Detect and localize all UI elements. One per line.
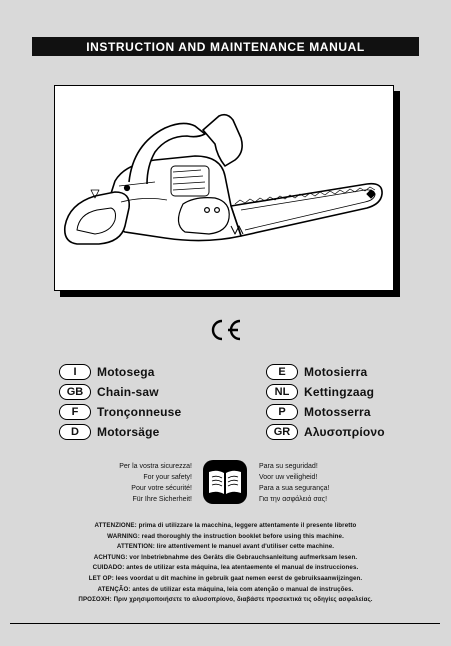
language-item xyxy=(266,382,385,402)
manual-title: INSTRUCTION AND MAINTENANCE MANUAL xyxy=(32,37,419,56)
safety-line: Voor uw veiligheid! xyxy=(259,474,318,481)
language-name: Motorsäge xyxy=(97,425,160,439)
safety-line: Für Ihre Sicherheit! xyxy=(132,496,192,503)
language-code: GR xyxy=(266,424,298,440)
language-code: NL xyxy=(266,384,298,400)
language-item xyxy=(59,362,181,382)
language-code: E xyxy=(266,364,298,380)
language-code: I xyxy=(59,364,91,380)
warning-line: ATENÇÃO: antes de utilizar esta máquina, leia com atenção o manual de instruções. xyxy=(97,585,354,593)
safety-line: For your safety! xyxy=(143,474,192,481)
warning-line: LET OP: lees voordat u dit machine in gebruik gaat nemen eerst de gebruiksaanwijzingen. xyxy=(88,574,363,582)
open-book-icon xyxy=(203,460,247,504)
safety-line: Para su seguridad! xyxy=(259,463,318,470)
safety-line: Per la vostra sicurezza! xyxy=(119,463,192,470)
safety-line: Για την ασφάλειά σας! xyxy=(259,496,328,503)
safety-line: Para a sua segurança! xyxy=(259,485,330,492)
language-name: Chain-saw xyxy=(97,385,159,399)
bottom-divider xyxy=(10,623,440,624)
warning-line: CUIDADO: antes de utilizar esta máquina, lea atentaemente el manual de instrucciones. xyxy=(92,564,359,572)
warning-line: ATTENTION: lire attentivement le manuel avant d'utiliser cette machine. xyxy=(116,543,335,551)
language-list-right xyxy=(266,362,385,442)
warning-line: ACHTUNG: vor Inbetriebnahme des Geräts die Gebrauchsanleitung aufmerksam lesen. xyxy=(93,553,358,561)
language-code: P xyxy=(266,404,298,420)
language-name: Αλυσοπρίονο xyxy=(304,425,385,439)
language-item xyxy=(59,422,181,442)
warning-text-block xyxy=(0,521,451,606)
language-list-left xyxy=(59,362,181,442)
language-code: GB xyxy=(59,384,91,400)
language-code: D xyxy=(59,424,91,440)
language-item xyxy=(59,402,181,422)
safety-line: Pour votre sécurité! xyxy=(131,485,192,492)
safety-notice-right xyxy=(259,461,399,505)
safety-notice-left xyxy=(52,461,192,505)
warning-line: WARNING: read thoroughly the instruction booklet before using this machine. xyxy=(107,532,344,540)
language-item xyxy=(266,422,385,442)
warning-line: ΠΡΟΣΟΧΗ: Πριν χρησιμοποιήσετε το αλυσοπρίονο, διαβάστε προσεκτικά τις οδηγίες ασφαλείας. xyxy=(78,596,373,604)
language-name: Motosserra xyxy=(304,405,371,419)
language-item xyxy=(266,362,385,382)
warning-line: ATTENZIONE: prima di utilizzare la macchina, leggere attentamente il presente libretto xyxy=(94,522,357,529)
language-name: Kettingzaag xyxy=(304,385,375,399)
ce-mark-icon xyxy=(207,318,243,342)
language-name: Motosega xyxy=(97,365,155,379)
language-name: Motosierra xyxy=(304,365,368,379)
language-name: Tronçonneuse xyxy=(97,405,182,419)
language-item xyxy=(59,382,181,402)
chainsaw-illustration xyxy=(54,85,394,291)
language-item xyxy=(266,402,385,422)
language-code: F xyxy=(59,404,91,420)
